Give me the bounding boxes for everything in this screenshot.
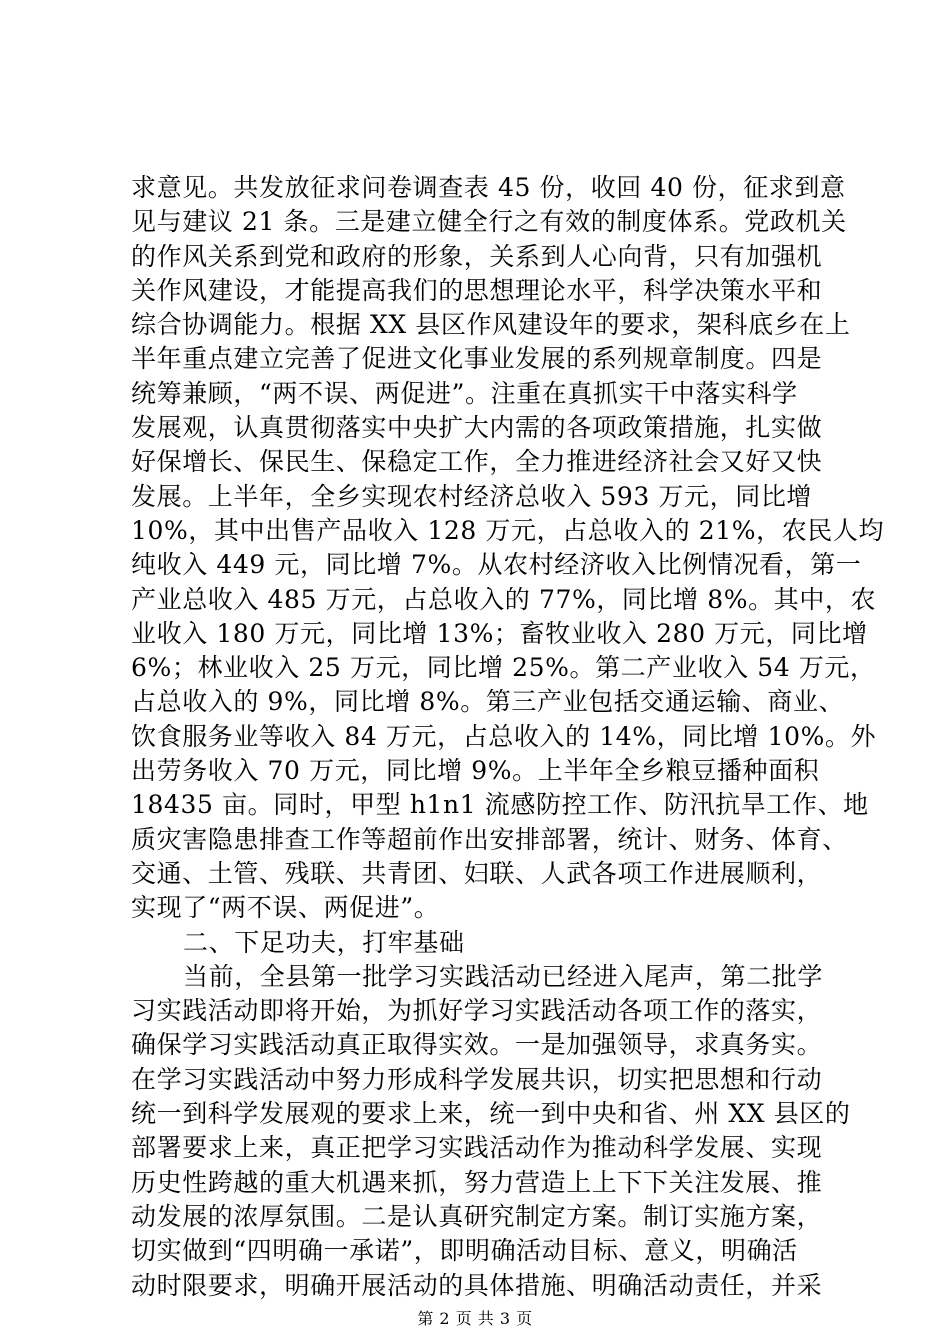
text-line: 历史性跨越的重大机遇来抓，努力营造上上下下关注发展、推 [131, 1167, 823, 1197]
text-line: 习实践活动即将开始，为抓好学习实践活动各项工作的落实， [131, 996, 823, 1026]
text-line: 交通、土管、残联、共青团、妇联、人武各项工作进展顺利， [131, 858, 823, 888]
paragraph-2 [131, 960, 851, 1303]
text-line: 6%；林业收入 25 万元，同比增 25%。第二产业收入 54 万元， [131, 653, 876, 683]
paragraph-1 [131, 171, 885, 926]
text-line: 的作风关系到党和政府的形象，关系到人心向背，只有加强机 [131, 241, 823, 271]
page-number: 第 2 页 共 3 页 [417, 1309, 533, 1328]
text-line: 半年重点建立完善了促进文化事业发展的系列规章制度。四是 [131, 344, 823, 374]
text-line: 纯收入 449 元，同比增 7%。从农村经济收入比例情况看，第一 [131, 550, 862, 580]
text-line: 质灾害隐患排查工作等超前作出安排部署，统计、财务、体育、 [131, 824, 848, 854]
text-line: 发展观，认真贯彻落实中央扩大内需的各项政策措施，扎实做 [131, 413, 823, 443]
section-heading: 二、下足功夫，打牢基础 [183, 927, 465, 957]
text-line: 饮食服务业等收入 84 万元，占总收入的 14%，同比增 10%。外 [131, 721, 877, 751]
text-line: 见与建议 21 条。三是建立健全行之有效的制度体系。党政机关 [131, 207, 847, 237]
text-line: 10%，其中出售产品收入 128 万元，占总收入的 21%，农民人均 [131, 515, 885, 545]
text-line: 在学习实践活动中努力形成科学发展共识，切实把思想和行动 [131, 1064, 823, 1094]
text-line: 出劳务收入 70 万元，同比增 9%。上半年全乡粮豆播种面积 [131, 756, 820, 786]
text-line: 关作风建设，才能提高我们的思想理论水平，科学决策水平和 [131, 275, 823, 305]
text-line: 动发展的浓厚氛围。二是认真研究制定方案。制订实施方案， [131, 1201, 823, 1231]
text-line: 综合协调能力。根据 XX 县区作风建设年的要求，架科底乡在上 [131, 310, 851, 340]
text-line: 占总收入的 9%，同比增 8%。第三产业包括交通运输、商业、 [131, 687, 845, 717]
text-line: 统筹兼顾，“两不误、两促进”。注重在真抓实干中落实科学 [131, 378, 798, 408]
text-line: 切实做到“四明确一承诺”，即明确活动目标、意义，明确活 [131, 1236, 798, 1266]
text-line: 确保学习实践活动真正取得实效。一是加强领导，求真务实。 [131, 1030, 823, 1060]
text-line: 18435 亩。同时，甲型 h1n1 流感防控工作、防汛抗旱工作、地 [131, 790, 869, 820]
text-line: 实现了“两不误、两促进”。 [131, 893, 440, 923]
text-line: 求意见。共发放征求问卷调查表 45 份，收回 40 份，征求到意 [131, 173, 846, 202]
text-line: 当前，全县第一批学习实践活动已经进入尾声，第二批学 [183, 961, 824, 991]
page-footer [0, 1306, 950, 1329]
text-line: 动时限要求，明确开展活动的具体措施、明确活动责任，并采 [131, 1270, 823, 1300]
text-line: 产业总收入 485 万元，占总收入的 77%，同比增 8%。其中，农 [131, 584, 877, 614]
text-line: 好保增长、保民生、保稳定工作，全力推进经济社会又好又快 [131, 447, 823, 477]
text-line: 发展。上半年，全乡实现农村经济总收入 593 万元，同比增 [131, 481, 813, 511]
text-line: 业收入 180 万元，同比增 13%；畜牧业收入 280 万元，同比增 [131, 618, 868, 648]
document-body [131, 171, 885, 1303]
text-line: 统一到科学发展观的要求上来，统一到中央和省、州 XX 县区的 [131, 1099, 851, 1129]
text-line: 部署要求上来，真正把学习实践活动作为推动科学发展、实现 [131, 1133, 823, 1163]
